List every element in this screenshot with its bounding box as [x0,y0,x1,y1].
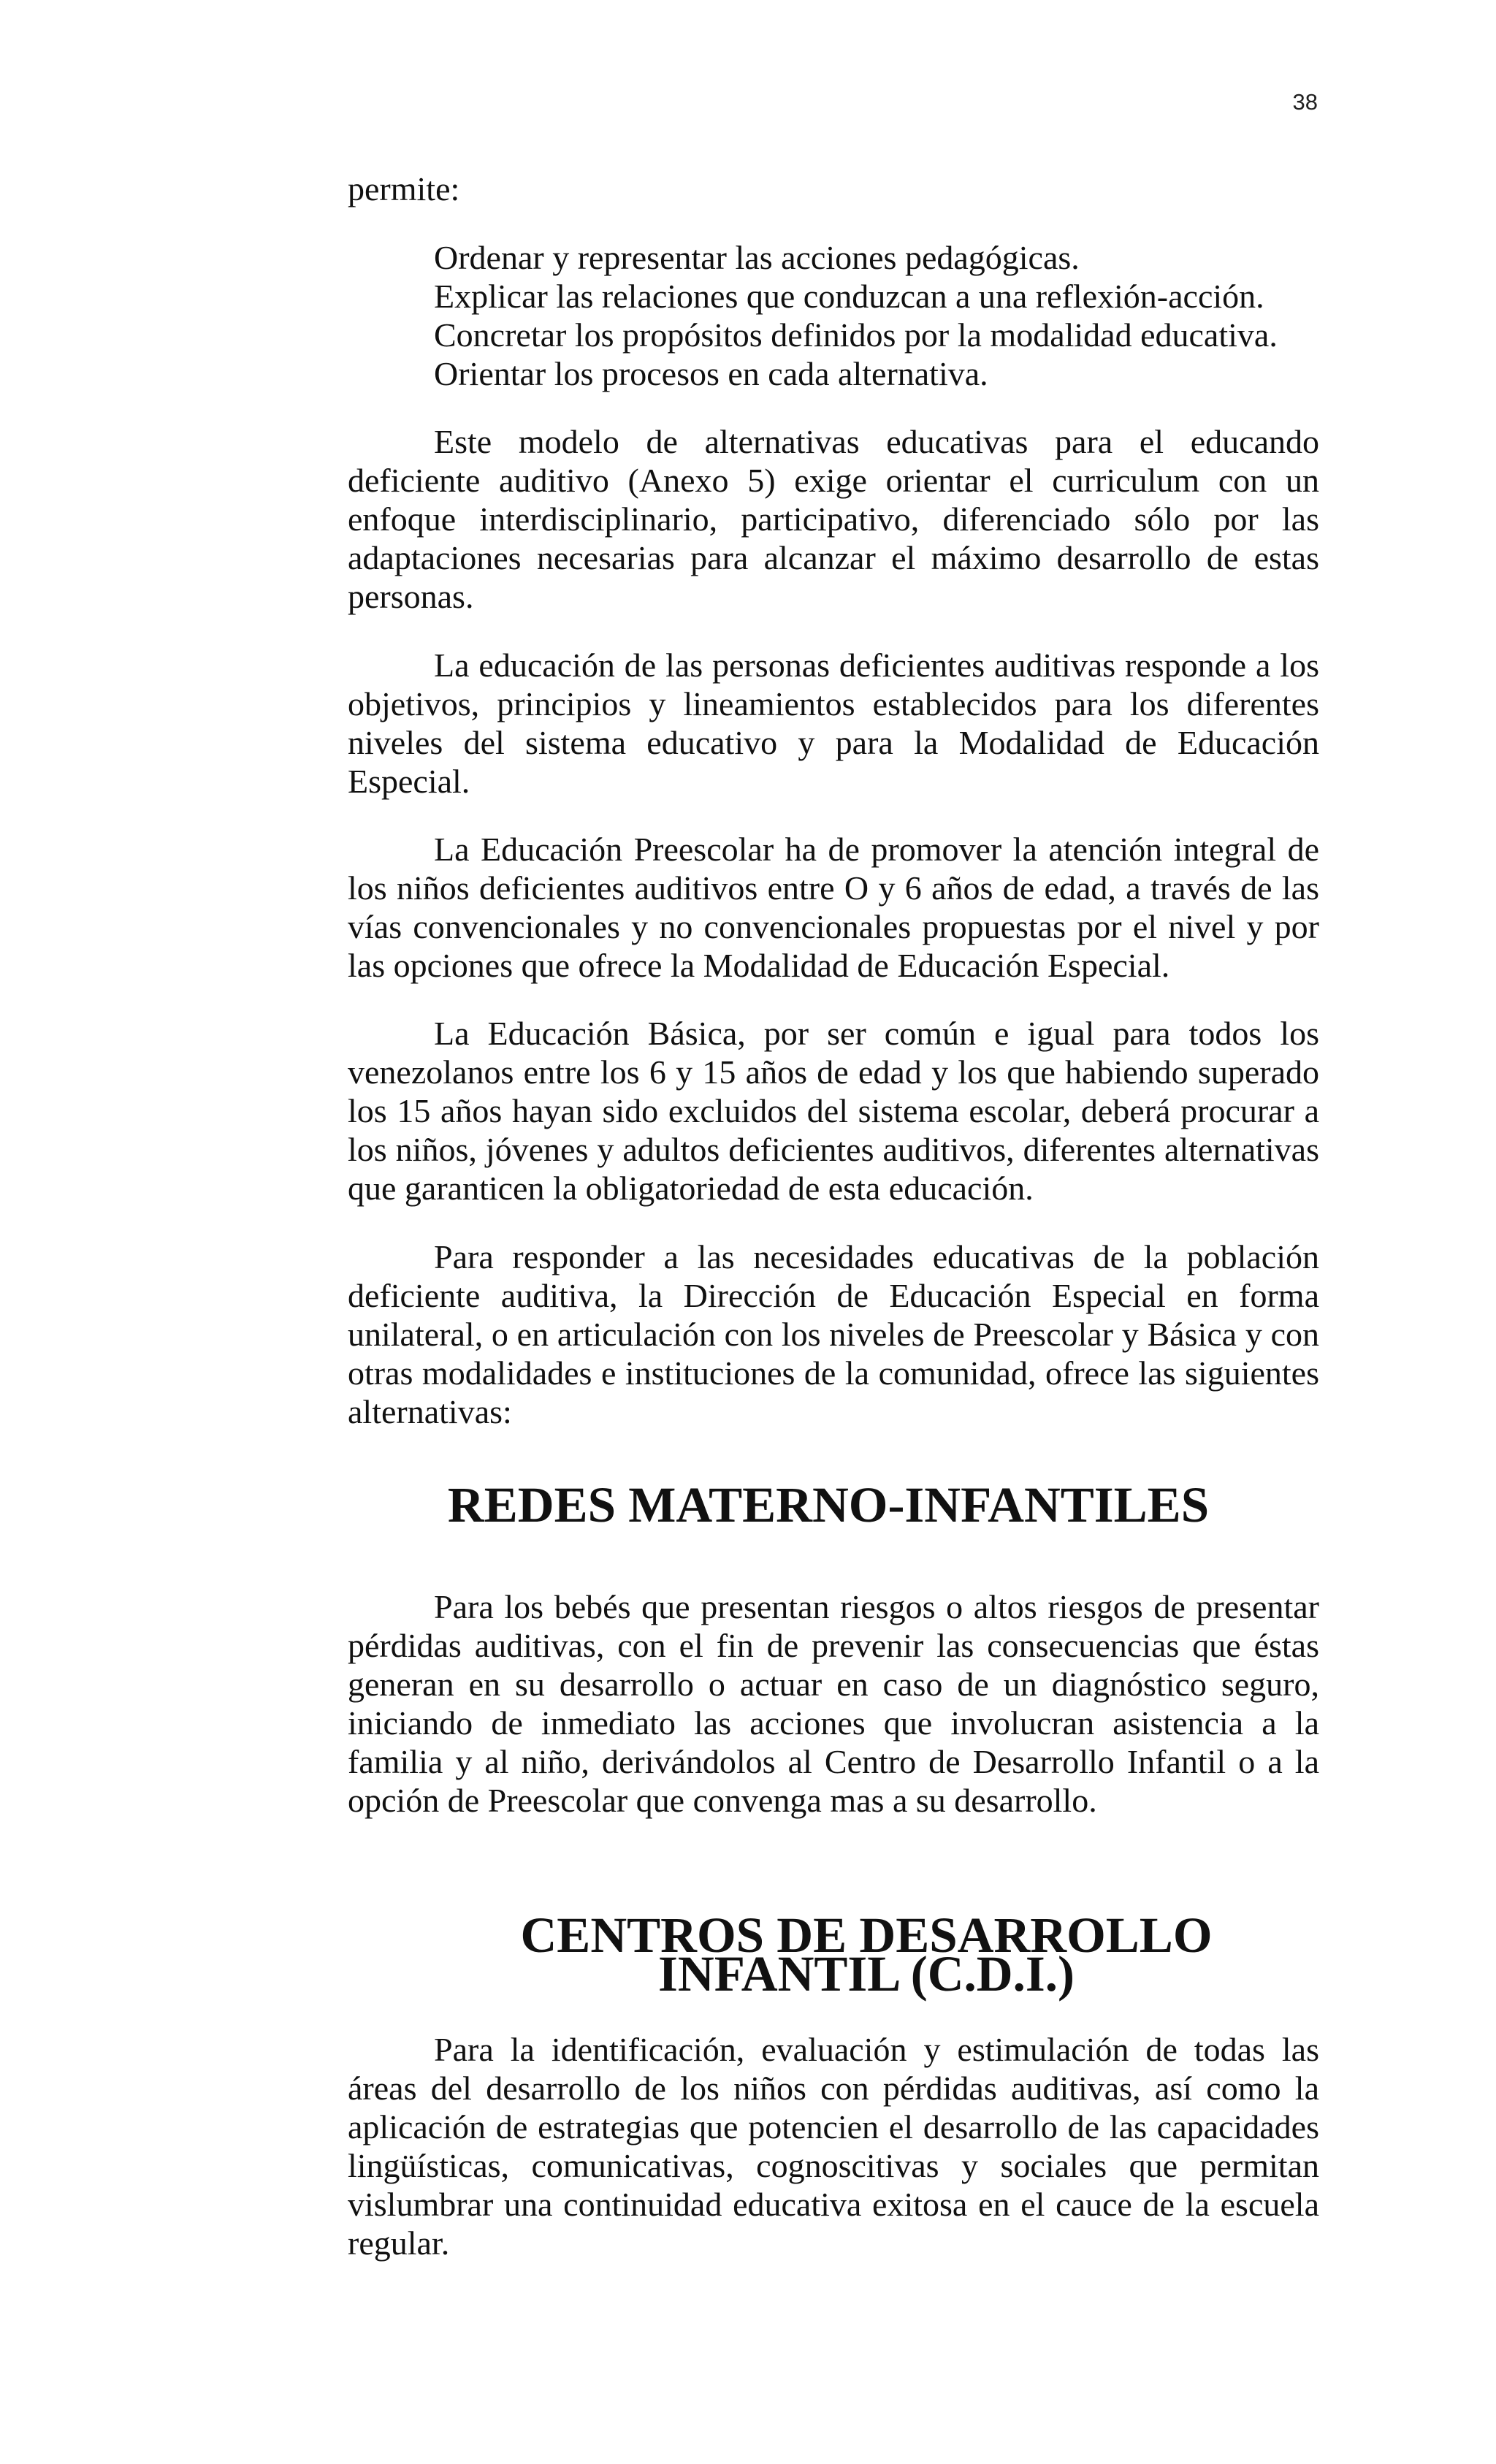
section-heading: REDES MATERNO-INFANTILES [447,1477,1210,1533]
list-item: Ordenar y representar las acciones pedagógicas. [434,239,1080,276]
paragraph: Este modelo de alternativas educativas para el educando deficiente auditivo (Anexo 5) exige orientar el curriculum con un enfoque interdisciplinario, participativo, diferenciado sólo por las adaptaciones necesarias para alcanzar el máximo desarrollo de estas personas. [348,423,1319,615]
section-paragraph: Para los bebés que presentan riesgos o altos riesgos de presentar pérdidas auditivas, con el fin de prevenir las consecuencias que éstas generan en su desarrollo o actuar en caso de un diagnóstico seguro, iniciando de inmediato las acciones que involucran asistencia a la familia y al niño, derivándolos al Centro de Desarrollo Infantil o a la opción de Preescolar que convenga mas a su desarrollo. [348,1588,1319,1819]
paragraph: Para responder a las necesidades educativas de la población deficiente auditiva, la Dirección de Educación Especial en forma unilateral, o en articulación con los niveles de Preescolar y Básica y con otras modalidades e instituciones de la comunidad, ofrece las siguientes alternativas: [348,1238,1319,1430]
intro-text: permite: [348,170,460,207]
page-number: 38 [1292,89,1318,115]
section-paragraph: Para la identificación, evaluación y estimulación de todas las áreas del desarrollo de los niños con pérdidas auditivas, así como la aplicación de estrategias que potencien el desarrollo de las capacidades lingüísticas, comunicativas, cognoscitivas y sociales que permitan vislumbrar una continuidad educativa exitosa en el cauce de la escuela regular. [348,2031,1319,2262]
list-item: Orientar los procesos en cada alternativa. [434,355,988,392]
section-heading: CENTROS DE DESARROLLO INFANTIL (C.D.I.) [520,1907,1213,2002]
paragraph: La Educación Básica, por ser común e igual para todos los venezolanos entre los 6 y 15 años de edad y los que habiendo superado los 15 años hayan sido excluidos del sistema escolar, deberá procurar a los niños, jóvenes y adultos deficientes auditivos, diferentes alternativas que garanticen la obligatoriedad de esta educación. [348,1015,1319,1207]
list-item: Explicar las relaciones que conduzcan a una reflexión-acción. [434,278,1264,315]
paragraph: La educación de las personas deficientes auditivas responde a los objetivos, principios y lineamientos establecidos para los diferentes niveles del sistema educativo y para la Modalidad de Educación Especial. [348,646,1319,800]
list-item: Concretar los propósitos definidos por la modalidad educativa. [434,316,1278,354]
objectives-list [434,238,1319,393]
paragraph: La Educación Preescolar ha de promover la atención integral de los niños deficientes auditivos entre O y 6 años de edad, a través de las vías convencionales y no convencionales propuestas por el nivel y por las opciones que ofrece la Modalidad de Educación Especial. [348,831,1319,984]
document-body [348,169,1319,2292]
